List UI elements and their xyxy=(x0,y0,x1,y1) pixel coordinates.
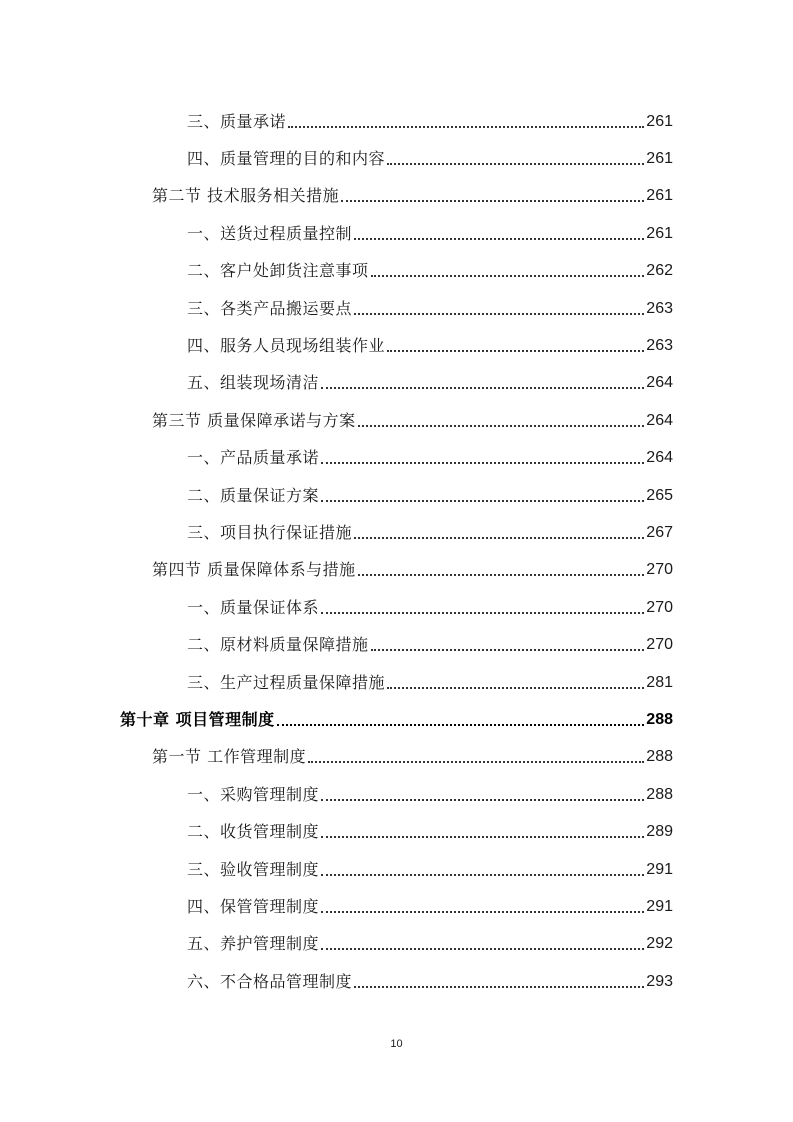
toc-entry-page: 293 xyxy=(646,973,673,990)
toc-entry-page: 270 xyxy=(646,636,673,653)
toc-entry-page: 261 xyxy=(646,187,673,204)
toc-entry[interactable] xyxy=(187,332,673,356)
toc-dot-leader xyxy=(308,761,644,763)
toc-dot-leader xyxy=(354,986,644,988)
toc-dot-leader xyxy=(321,462,644,464)
toc-entry-page: 292 xyxy=(646,935,673,952)
toc-entry[interactable] xyxy=(187,519,673,543)
toc-entry-page: 264 xyxy=(646,374,673,391)
toc-entry-page: 267 xyxy=(646,524,673,541)
toc-dot-leader xyxy=(358,425,645,427)
toc-entry[interactable] xyxy=(187,856,673,880)
toc-entry-title: 二、质量保证方案 xyxy=(187,486,320,505)
toc-entry-title: 一、采购管理制度 xyxy=(187,785,320,804)
toc-entry-title: 三、验收管理制度 xyxy=(187,860,320,879)
toc-entry-page: 270 xyxy=(646,561,673,578)
toc-entry[interactable] xyxy=(187,108,673,132)
toc-entry[interactable] xyxy=(187,369,673,393)
toc-entry-title: 第三节 质量保障承诺与方案 xyxy=(152,411,356,430)
toc-entry-title: 五、养护管理制度 xyxy=(187,934,320,953)
toc-dot-leader xyxy=(321,836,644,838)
toc-entry[interactable] xyxy=(187,968,673,992)
toc-entry-title: 一、送货过程质量控制 xyxy=(187,224,353,243)
toc-entry-page: 261 xyxy=(646,113,673,130)
toc-entry[interactable] xyxy=(187,781,673,805)
toc-entry-title: 第一节 工作管理制度 xyxy=(152,747,307,766)
toc-dot-leader xyxy=(371,275,645,277)
toc-entry-title: 第二节 技术服务相关措施 xyxy=(152,186,340,205)
toc-entry-page: 270 xyxy=(646,599,673,616)
toc-entry-title: 六、不合格品管理制度 xyxy=(187,972,353,991)
toc-entry[interactable] xyxy=(187,669,673,693)
toc-dot-leader xyxy=(354,238,644,240)
toc-entry-title: 一、质量保证体系 xyxy=(187,598,320,617)
toc-entry-title: 四、服务人员现场组装作业 xyxy=(187,336,386,355)
toc-entry[interactable] xyxy=(152,743,673,767)
toc-entry-title: 五、组装现场清洁 xyxy=(187,373,320,392)
toc-dot-leader xyxy=(387,687,644,689)
toc-entry[interactable] xyxy=(187,295,673,319)
toc-entry-title: 二、客户处卸货注意事项 xyxy=(187,261,369,280)
toc-entry[interactable] xyxy=(152,556,673,580)
toc-dot-leader xyxy=(321,874,644,876)
toc-entry-title: 二、原材料质量保障措施 xyxy=(187,635,369,654)
toc-dot-leader xyxy=(387,350,644,352)
toc-entry-page: 263 xyxy=(646,337,673,354)
toc-entry[interactable] xyxy=(152,182,673,206)
toc-entry-page: 264 xyxy=(646,412,673,429)
toc-dot-leader xyxy=(321,948,644,950)
toc-entry[interactable] xyxy=(187,482,673,506)
toc-dot-leader xyxy=(288,126,644,128)
toc-dot-leader xyxy=(387,163,644,165)
toc-entry-page: 264 xyxy=(646,449,673,466)
toc-entry-title: 二、收货管理制度 xyxy=(187,822,320,841)
page-number-footer: 10 xyxy=(390,1038,403,1050)
toc-entry-page: 291 xyxy=(646,861,673,878)
toc-entry[interactable] xyxy=(187,631,673,655)
toc-entry[interactable] xyxy=(187,444,673,468)
toc-chapter-entry[interactable] xyxy=(120,706,673,730)
toc-dot-leader xyxy=(354,537,644,539)
toc-entry-title: 三、项目执行保证措施 xyxy=(187,523,353,542)
toc-entry-page: 288 xyxy=(646,786,673,803)
toc-dot-leader xyxy=(277,724,645,726)
toc-entry-title: 第四节 质量保障体系与措施 xyxy=(152,560,356,579)
toc-entry-page: 263 xyxy=(646,300,673,317)
toc-dot-leader xyxy=(371,649,645,651)
toc-entry-page: 281 xyxy=(646,674,673,691)
toc-entry[interactable] xyxy=(187,930,673,954)
toc-dot-leader xyxy=(358,574,645,576)
toc-entry-title: 第十章 项目管理制度 xyxy=(120,710,275,729)
toc-entry[interactable] xyxy=(187,893,673,917)
toc-dot-leader xyxy=(341,200,644,202)
toc-entry-title: 四、质量管理的目的和内容 xyxy=(187,149,386,168)
toc-entry-page: 288 xyxy=(646,711,673,728)
toc-dot-leader xyxy=(321,799,644,801)
toc-entry[interactable] xyxy=(152,407,673,431)
toc-dot-leader xyxy=(321,387,644,389)
toc-entry-page: 288 xyxy=(646,748,673,765)
toc-entry-title: 三、各类产品搬运要点 xyxy=(187,299,353,318)
toc-entry-page: 261 xyxy=(646,150,673,167)
toc-dot-leader xyxy=(321,500,644,502)
toc-entry-page: 265 xyxy=(646,487,673,504)
toc-entry-title: 一、产品质量承诺 xyxy=(187,448,320,467)
toc-entry[interactable] xyxy=(187,257,673,281)
toc-entry-page: 291 xyxy=(646,898,673,915)
toc-entry-title: 四、保管管理制度 xyxy=(187,897,320,916)
toc-entry[interactable] xyxy=(187,818,673,842)
toc-dot-leader xyxy=(321,911,644,913)
toc-entry-title: 三、质量承诺 xyxy=(187,112,287,131)
toc-entry-page: 289 xyxy=(646,823,673,840)
toc-entry-page: 261 xyxy=(646,225,673,242)
toc-entry[interactable] xyxy=(187,220,673,244)
toc-entry-page: 262 xyxy=(646,262,673,279)
toc-entry[interactable] xyxy=(187,594,673,618)
toc-dot-leader xyxy=(321,612,644,614)
toc-entry[interactable] xyxy=(187,145,673,169)
toc-entry-title: 三、生产过程质量保障措施 xyxy=(187,673,386,692)
toc-dot-leader xyxy=(354,313,644,315)
